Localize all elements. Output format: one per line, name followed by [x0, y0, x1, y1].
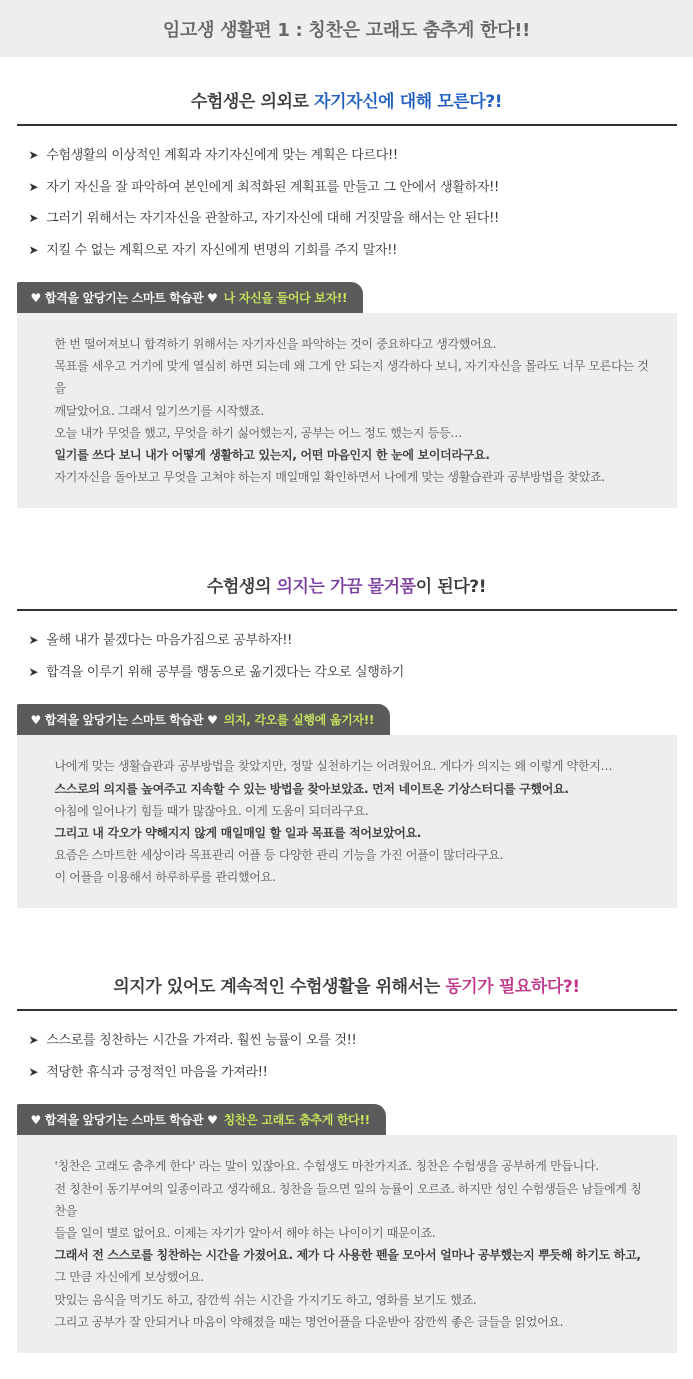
tip-line: 그래서 전 스스로를 칭찬하는 시간을 가졌어요. 제가 다 사용한 펜을 모아서 얼마나 공부했는지 뿌듯해 하기도 하고, — [54, 1248, 641, 1263]
tip-line: 이 어플을 이용해서 하루하루를 관리했어요. — [54, 870, 276, 885]
list-item — [17, 657, 677, 689]
list-item — [17, 1057, 677, 1089]
tip-line: 전 칭찬이 동기부여의 일종이라고 생각해요. 칭찬을 들으면 일의 능률이 오르죠. 하지만 성인 수험생들은 남들에게 칭찬을 — [54, 1181, 642, 1218]
section-3-heading — [0, 942, 693, 1009]
section-1-bullets — [17, 126, 677, 272]
tip-line: 그리고 공부가 잘 안되거나 마음이 약해졌을 때는 명언어플을 다운받아 잠깐씩 좋은 글들을 읽었어요. — [54, 1314, 564, 1329]
arrow-icon: ➤ — [28, 148, 39, 162]
tip-tab-sub-label: 의지, 각오를 실행에 옮기자!! — [223, 713, 375, 728]
section-1-tip-body — [17, 313, 677, 508]
list-item-label: 지킬 수 없는 계획으로 자기 자신에게 변명의 기회를 주지 말자!! — [46, 242, 398, 258]
tip-line: 아침에 일어나기 힘들 때가 많잖아요. 이게 도움이 되더라구요. — [54, 803, 369, 818]
tip-line: 맛있는 음식을 먹기도 하고, 잠깐씩 쉬는 시간을 가지기도 하고, 영화를 보기도 했죠. — [54, 1292, 477, 1307]
list-item-label: 자기 자신을 잘 파악하여 본인에게 최적화된 계획표를 만들고 그 안에서 생활하자!! — [46, 179, 499, 195]
section-2-bullets — [17, 611, 677, 694]
page-bottom-spacer — [0, 1353, 693, 1379]
list-item-label: 올해 내가 붙겠다는 마음가짐으로 공부하자!! — [46, 633, 293, 649]
tip-line: 요즘은 스마트한 세상이라 목표관리 어플 등 다양한 관리 기능을 가진 어플이 많더라구요. — [54, 848, 504, 863]
list-item-label: 수험생활의 이상적인 계획과 자기자신에게 맞는 계획은 다르다!! — [46, 148, 398, 163]
section-2-heading-highlight: 의지는 가끔 물거품 — [276, 577, 416, 598]
section-1-heading-highlight: 자기자신에 대해 모른다?! — [314, 92, 503, 112]
list-item — [17, 172, 677, 204]
section-1-tip-tab — [17, 282, 364, 313]
section-2 — [0, 542, 693, 908]
tip-tab-sub-label: 나 자신을 들어다 보자!! — [223, 291, 348, 305]
arrow-icon: ➤ — [28, 242, 39, 257]
section-1-heading-plain1: 수험생은 의외로 — [190, 92, 315, 112]
arrow-icon: ➤ — [28, 633, 39, 648]
tip-line: 자기자신을 돌아보고 무엇을 고쳐야 하는지 매일매일 확인하면서 나에게 맞는 생활습관과 공부방법을 찾았죠. — [54, 470, 605, 485]
tip-line: 한 번 떨어져보니 합격하기 위해서는 자기자신을 파악하는 것이 중요하다고 생각했어요. — [54, 337, 497, 351]
section-2-tip-tab — [17, 704, 391, 735]
tip-line: '칭찬은 고래도 춤추게 한다' 라는 말이 있잖아요. 수험생도 마찬가지죠. 칭찬은 수험생을 공부하게 만듭니다. — [54, 1159, 599, 1174]
list-item — [17, 1025, 677, 1057]
tip-line: 오늘 내가 무엇을 했고, 무엇을 하기 싫어했는지, 공부는 어느 정도 했는지 등등… — [54, 425, 462, 440]
tip-tab-main-label: ♥ 합격을 앞당기는 스마트 학습관 ♥ — [30, 1113, 218, 1128]
tip-line: 그리고 내 각오가 약해지지 않게 매일매일 할 일과 목표를 적어보았어요. — [54, 825, 422, 840]
arrow-icon: ➤ — [28, 1064, 39, 1079]
section-2-heading — [0, 542, 693, 609]
section-3-heading-plain1: 의지가 있어도 계속적인 수험생활을 위해서는 — [113, 977, 446, 998]
list-item-label: 합격을 이루기 위해 공부를 행동으로 옮기겠다는 각오로 실행하기 — [46, 664, 405, 680]
section-1-heading — [0, 57, 693, 124]
tip-tab-sub-label: 칭찬은 고래도 춤추게 한다!! — [223, 1113, 370, 1128]
section-spacer — [0, 908, 693, 942]
section-3-tip-body — [17, 1135, 677, 1353]
list-item — [17, 625, 677, 657]
section-1-tipbox — [17, 282, 677, 508]
tip-line: 나에게 맞는 생활습관과 공부방법을 찾았지만, 정말 실천하기는 어려웠어요. 게다가 의지는 왜 이렇게 약한지… — [54, 759, 613, 774]
section-2-heading-plain2: 이 된다?! — [415, 577, 487, 598]
tip-line: 깨달았어요. 그래서 일기쓰기를 시작했죠. — [54, 403, 265, 418]
list-item-label: 그러기 위해서는 자기자신을 관찰하고, 자기자신에 대해 거짓말을 해서는 안 된다!! — [46, 211, 499, 226]
page-banner — [0, 0, 693, 57]
section-3 — [0, 942, 693, 1353]
section-spacer — [0, 508, 693, 542]
section-2-tipbox — [17, 704, 677, 908]
list-item — [17, 203, 677, 235]
tip-line: 들을 일이 별로 없어요. 이제는 자기가 알아서 해야 하는 나이이기 때문이죠. — [54, 1226, 436, 1240]
tip-line: 스스로의 의지를 높여주고 지속할 수 있는 방법을 찾아보았죠. 먼저 네이트온 기상스터디를 구했어요. — [54, 781, 569, 796]
section-3-bullets — [17, 1011, 677, 1094]
arrow-icon: ➤ — [28, 1033, 39, 1048]
section-3-tip-tab — [17, 1104, 386, 1135]
tip-line: 그 만큼 자신에게 보상했어요. — [54, 1270, 205, 1285]
tip-tab-main-label: ♥ 합격을 앞당기는 스마트 학습관 ♥ — [30, 291, 218, 305]
list-item-label: 적당한 휴식과 긍정적인 마음을 가져라!! — [46, 1064, 268, 1080]
tip-line: 일기를 쓰다 보니 내가 어떻게 생활하고 있는지, 어떤 마음인지 한 눈에 보이더라구요. — [54, 447, 490, 462]
list-item — [17, 140, 677, 172]
arrow-icon: ➤ — [28, 664, 39, 679]
list-item — [17, 235, 677, 267]
section-3-heading-highlight: 동기가 필요하다?! — [445, 977, 580, 998]
arrow-icon: ➤ — [28, 179, 39, 194]
tip-tab-main-label: ♥ 합격을 앞당기는 스마트 학습관 ♥ — [30, 713, 218, 728]
banner-title: 임고생 생활편 1 : 칭찬은 고래도 춤추게 한다!! — [162, 19, 531, 41]
section-3-tipbox — [17, 1104, 677, 1353]
tip-line: 목표를 세우고 거기에 맞게 열심히 하면 되는데 왜 그게 안 되는지 생각하다 보니, 자기자신을 몰라도 너무 모른다는 것을 — [54, 359, 649, 396]
arrow-icon: ➤ — [28, 211, 39, 225]
section-1 — [0, 57, 693, 508]
list-item-label: 스스로를 칭찬하는 시간을 가져라. 훨씬 능률이 오를 것!! — [46, 1033, 357, 1049]
section-2-tip-body — [17, 735, 677, 908]
section-2-heading-plain1: 수험생의 — [206, 577, 277, 598]
